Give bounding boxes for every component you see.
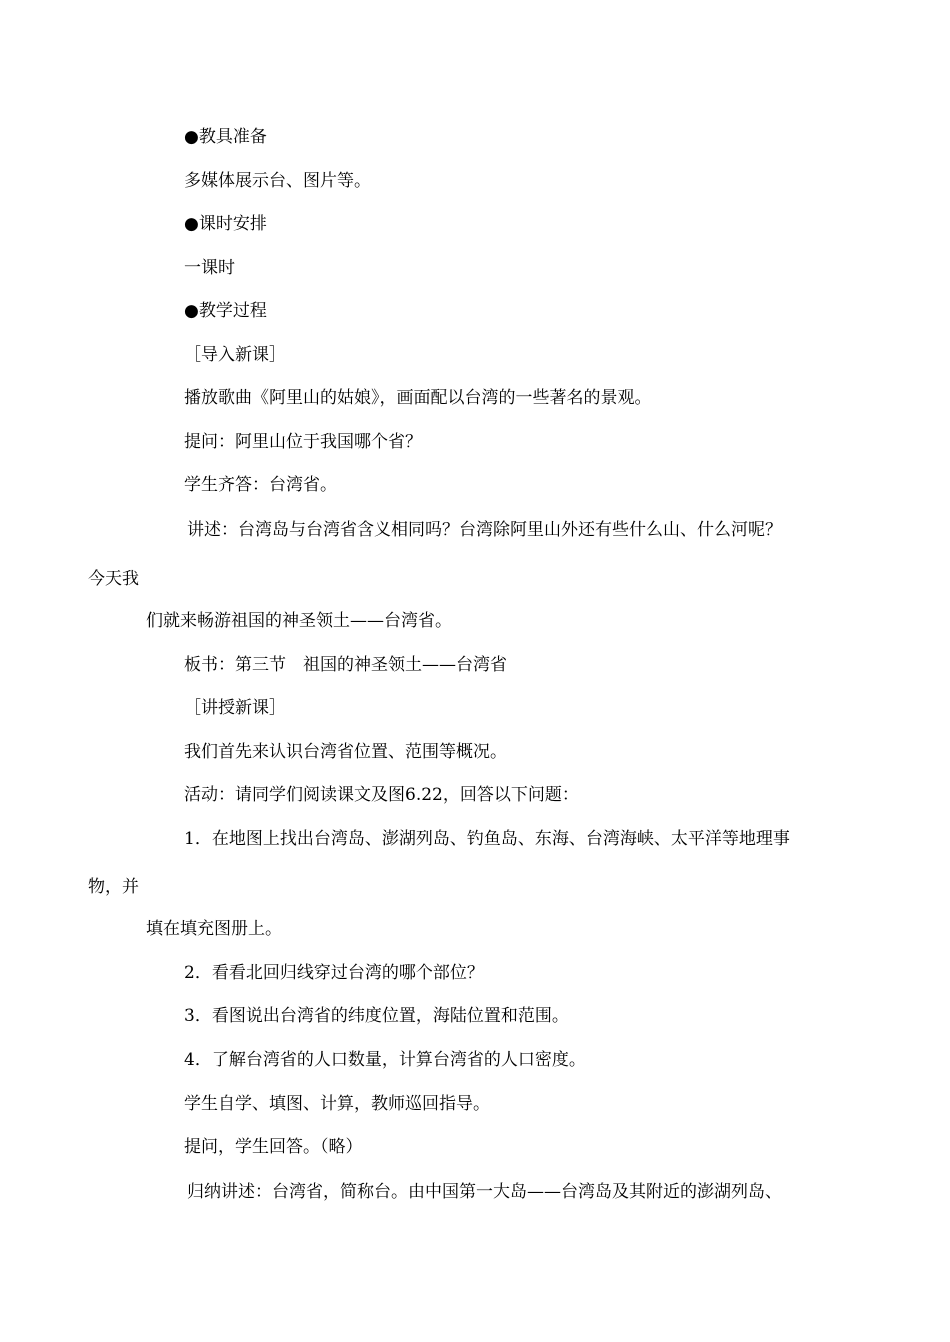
paragraph: 我们首先来认识台湾省位置、范围等概况。: [184, 742, 507, 762]
section-label-intro: ［导入新课］: [184, 345, 286, 365]
list-item-continuation: 填在填充图册上。: [146, 919, 282, 939]
paragraph: 播放歌曲《阿里山的姑娘》，画面配以台湾的一些著名的景观。: [184, 388, 652, 408]
paragraph: 多媒体展示台、图片等。: [184, 171, 371, 191]
list-item-continuation: 物，并: [88, 877, 139, 897]
paragraph: 一课时: [184, 258, 235, 278]
paragraph: 学生自学、填图、计算，教师巡回指导。: [184, 1094, 490, 1114]
section-label-new-lesson: ［讲授新课］: [184, 698, 286, 718]
activity-intro: 活动：请同学们阅读课文及图6.22，回答以下问题：: [184, 785, 579, 805]
paragraph-continuation: 今天我: [88, 569, 139, 589]
heading-class-schedule: ●课时安排: [184, 214, 267, 234]
paragraph: 提问：阿里山位于我国哪个省？: [184, 432, 422, 452]
paragraph: 归纳讲述：台湾省，简称台。由中国第一大岛——台湾岛及其附近的澎湖列岛、: [187, 1182, 782, 1202]
list-item: 4．了解台湾省的人口数量，计算台湾省的人口密度。: [184, 1050, 586, 1070]
list-item: 2．看看北回归线穿过台湾的哪个部位？: [184, 963, 484, 983]
paragraph-continuation: 们就来畅游祖国的神圣领土——台湾省。: [146, 611, 452, 631]
heading-teaching-aids: ●教具准备: [184, 127, 267, 147]
list-item: 1．在地图上找出台湾岛、澎湖列岛、钓鱼岛、东海、台湾海峡、太平洋等地理事: [184, 829, 790, 849]
heading-teaching-process: ●教学过程: [184, 301, 267, 321]
list-item: 3．看图说出台湾省的纬度位置，海陆位置和范围。: [184, 1006, 569, 1026]
blackboard-note: 板书：第三节 祖国的神圣领土——台湾省: [184, 655, 507, 675]
paragraph: 学生齐答：台湾省。: [184, 475, 337, 495]
paragraph: 讲述：台湾岛与台湾省含义相同吗？台湾除阿里山外还有些什么山、什么河呢？: [187, 520, 782, 540]
paragraph: 提问，学生回答。（略）: [184, 1137, 363, 1157]
